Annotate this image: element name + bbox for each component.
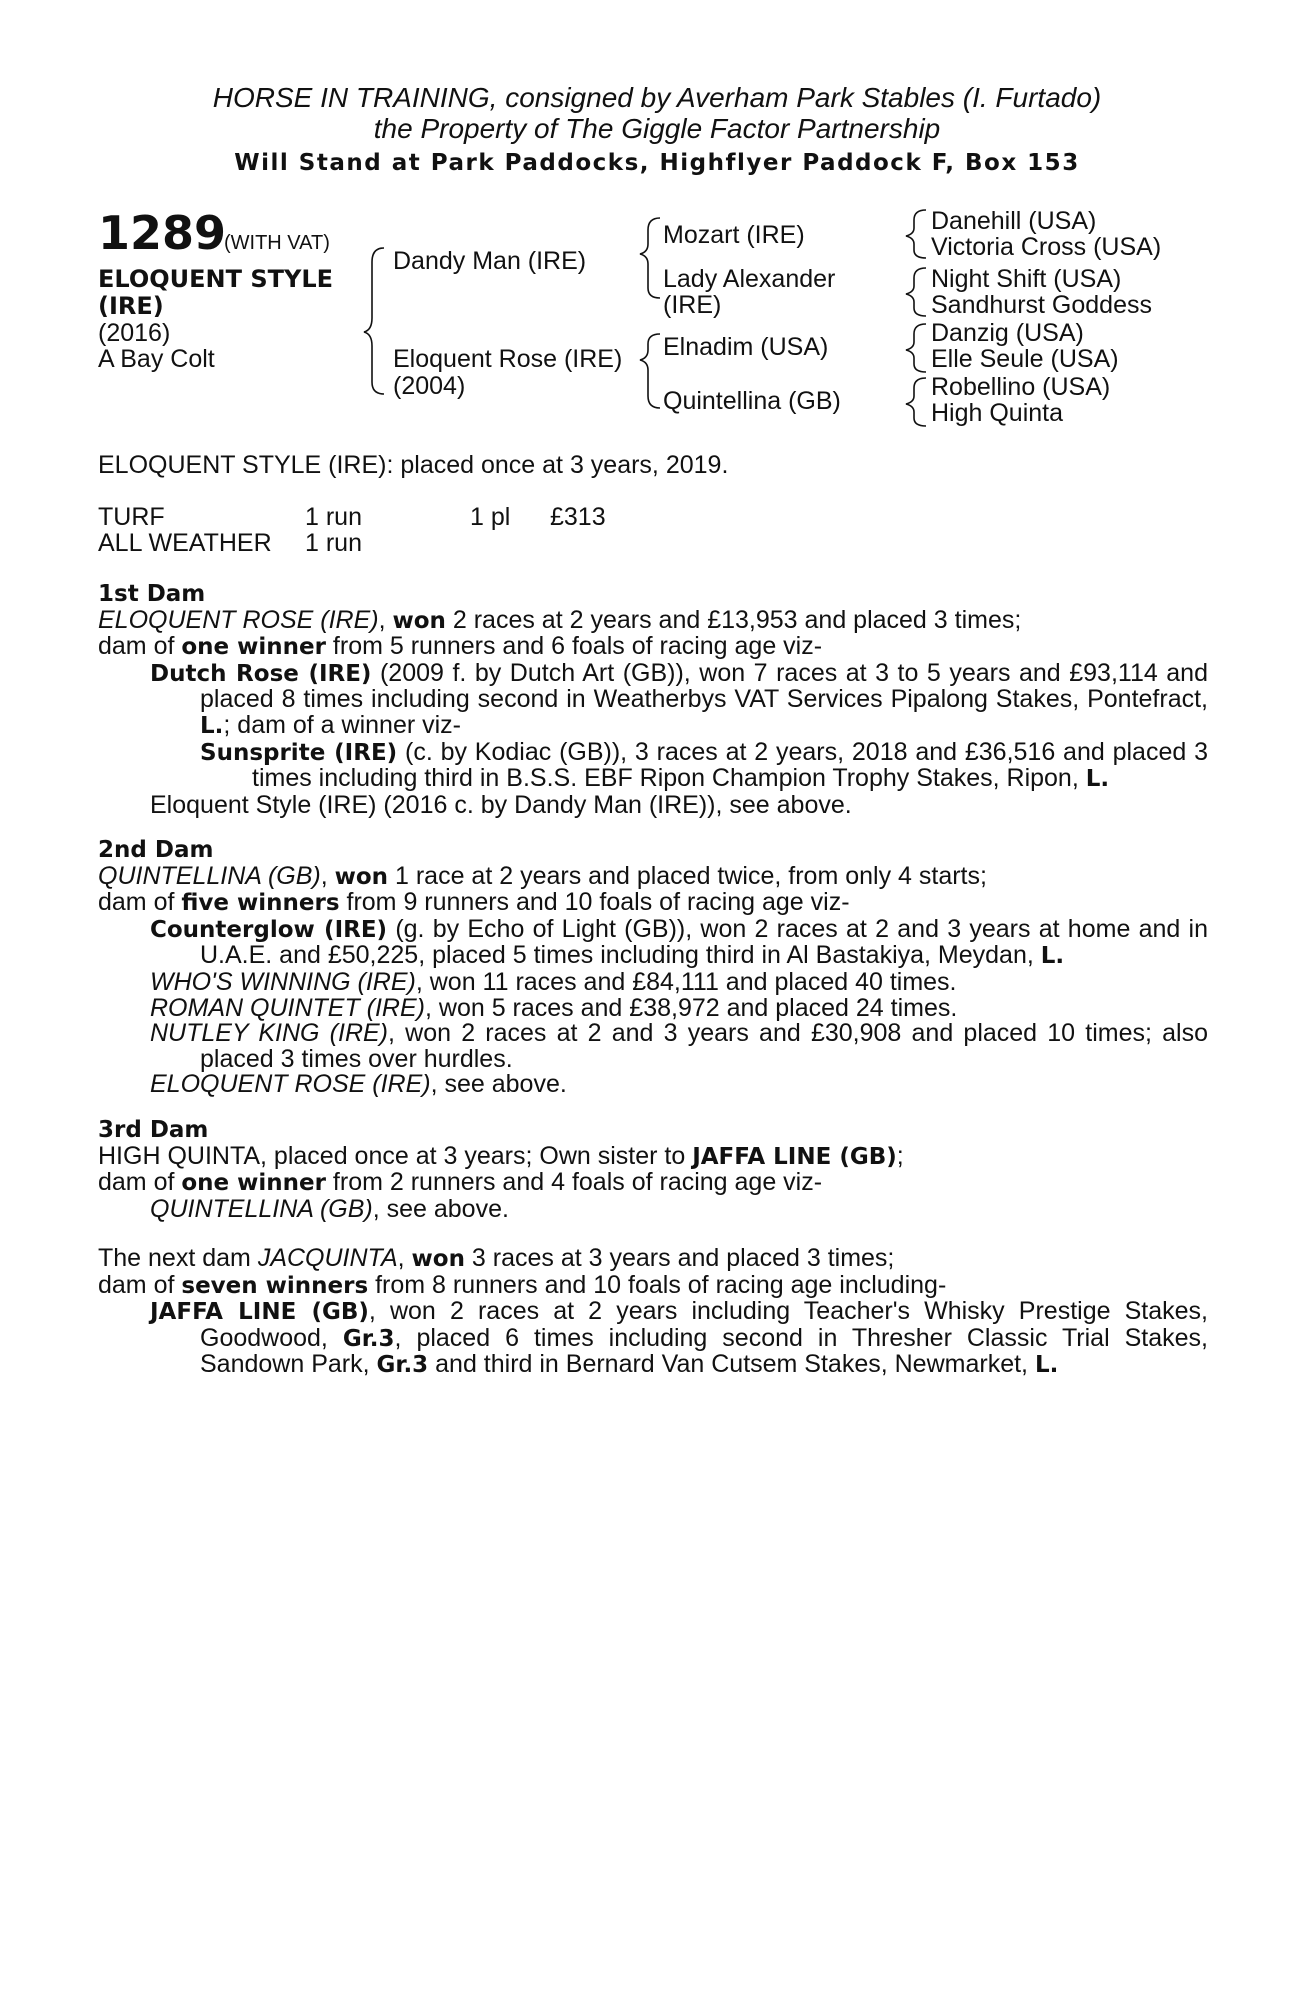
third-dam-section [98, 1118, 1208, 1222]
pedigree-sire-dam: Lady Alexander [663, 265, 836, 293]
produce-dutch-rose: Dutch Rose (IRE) (2009 f. by Dutch Art (GB)), won 7 races at 3 to 5 years and £93,114 and placed 8 times including second in Weatherbys VAT Services Pipalong Stakes, Pontefract, L.; dam of a winner viz- [150, 658, 1208, 739]
second-dam-heading: 2nd Dam [98, 837, 214, 863]
third-dam-heading: 3rd Dam [98, 1117, 209, 1143]
pedigree-g4: Sandhurst Goddess [931, 291, 1152, 319]
turf-label: TURF [98, 503, 165, 531]
first-dam-section [98, 582, 1208, 818]
pedigree-brackets [0, 0, 1314, 440]
produce-roman-quintet: ROMAN QUINTET (IRE), won 5 races and £38,972 and placed 24 times. [150, 993, 958, 1022]
pedigree-g7: Robellino (USA) [931, 373, 1111, 401]
horse-name: ELOQUENT STYLE [98, 265, 334, 293]
pedigree-g2: Victoria Cross (USA) [931, 233, 1162, 261]
produce-eloquent-style: Eloquent Style (IRE) (2016 c. by Dandy Man (IRE)), see above. [150, 790, 852, 819]
next-dam-line: The next dam JACQUINTA, won 3 races at 3 years and placed 3 times; [98, 1244, 895, 1272]
second-dam-section [98, 838, 1208, 1098]
lot-number: 1289 [98, 206, 227, 260]
turf-runs: 1 run [305, 503, 362, 531]
first-dam-heading: 1st Dam [98, 581, 206, 607]
pedigree-g1: Danehill (USA) [931, 207, 1097, 235]
second-dam-line: QUINTELLINA (GB), won 1 race at 2 years and placed twice, from only 4 starts; [98, 861, 987, 890]
pedigree-dam-year: (2004) [393, 372, 466, 400]
produce-quintellina: QUINTELLINA (GB), see above. [150, 1194, 509, 1223]
produce-counterglow: Counterglow (IRE) (g. by Echo of Light (GB)), won 2 races at 2 and 3 years at home and in U.A.E. and £50,225, placed 5 times including third in Al Bastakiya, Meydan, L. [150, 914, 1208, 970]
pedigree-sire-dam-suffix: (IRE) [663, 291, 722, 319]
pedigree-dam: Eloquent Rose (IRE) [393, 345, 623, 373]
produce-sunsprite: Sunsprite (IRE) (c. by Kodiac (GB)), 3 races at 2 years, 2018 and £36,516 and placed 3 times including third in B.S.S. EBF Ripon Champion Trophy Stakes, Ripon, L. [200, 737, 1208, 793]
second-dam-produce: dam of five winners from 9 runners and 10 foals of racing age viz- [98, 888, 850, 917]
first-dam-produce: dam of one winner from 5 runners and 6 foals of racing age viz- [98, 632, 823, 661]
horse-name-suffix: (IRE) [98, 292, 164, 320]
third-dam-produce: dam of one winner from 2 runners and 4 foals of racing age viz- [98, 1168, 823, 1197]
foaling-year: (2016) [98, 319, 171, 347]
produce-whos-winning: WHO'S WINNING (IRE), won 11 races and £84,111 and placed 40 times. [150, 967, 957, 996]
pedigree-g3: Night Shift (USA) [931, 265, 1122, 293]
property-line: the Property of The Giggle Factor Partnership [373, 113, 941, 144]
turf-placed: 1 pl [470, 503, 511, 531]
pedigree-g6: Elle Seule (USA) [931, 345, 1119, 373]
pedigree-sire: Dandy Man (IRE) [393, 247, 587, 275]
turf-prize: £313 [550, 503, 606, 531]
first-dam-line: ELOQUENT ROSE (IRE), won 2 races at 2 years and £13,953 and placed 3 times; [98, 605, 1022, 634]
horse-description: A Bay Colt [98, 345, 215, 373]
vat-note: (WITH VAT) [224, 232, 330, 254]
consignor-line: HORSE IN TRAINING, consigned by Averham Park Stables (I. Furtado) [212, 82, 1102, 113]
pedigree-g8: High Quinta [931, 399, 1064, 427]
race-summary: ELOQUENT STYLE (IRE): placed once at 3 years, 2019. [98, 451, 729, 479]
next-dam-section [98, 1246, 1208, 1379]
aw-label: ALL WEATHER [98, 529, 272, 557]
aw-runs: 1 run [305, 529, 362, 557]
third-dam-line: HIGH QUINTA, placed once at 3 years; Own sister to JAFFA LINE (GB); [98, 1141, 904, 1170]
next-dam-produce: dam of seven winners from 8 runners and 10 foals of racing age including- [98, 1270, 947, 1299]
stand-line: Will Stand at Park Paddocks, Highflyer Paddock F, Box 153 [234, 150, 1080, 176]
pedigree-sire-sire: Mozart (IRE) [663, 221, 805, 249]
pedigree-g5: Danzig (USA) [931, 319, 1084, 347]
produce-jaffa-line: JAFFA LINE (GB), won 2 races at 2 years including Teacher's Whisky Prestige Stakes, Goodwood, Gr.3, placed 6 times including second in Thresher Classic Trial Stakes, Sandown Park, Gr.3 and third in Bernard Van Cutsem Stakes, Newmarket, L. [150, 1297, 1208, 1379]
pedigree-dam-dam: Quintellina (GB) [663, 387, 841, 415]
pedigree-dam-sire: Elnadim (USA) [663, 333, 829, 361]
produce-eloquent-rose: ELOQUENT ROSE (IRE), see above. [150, 1070, 567, 1099]
produce-nutley-king: NUTLEY KING (IRE), won 2 races at 2 and 3 years and £30,908 and placed 10 times; also placed 3 times over hurdles. [150, 1019, 1208, 1073]
